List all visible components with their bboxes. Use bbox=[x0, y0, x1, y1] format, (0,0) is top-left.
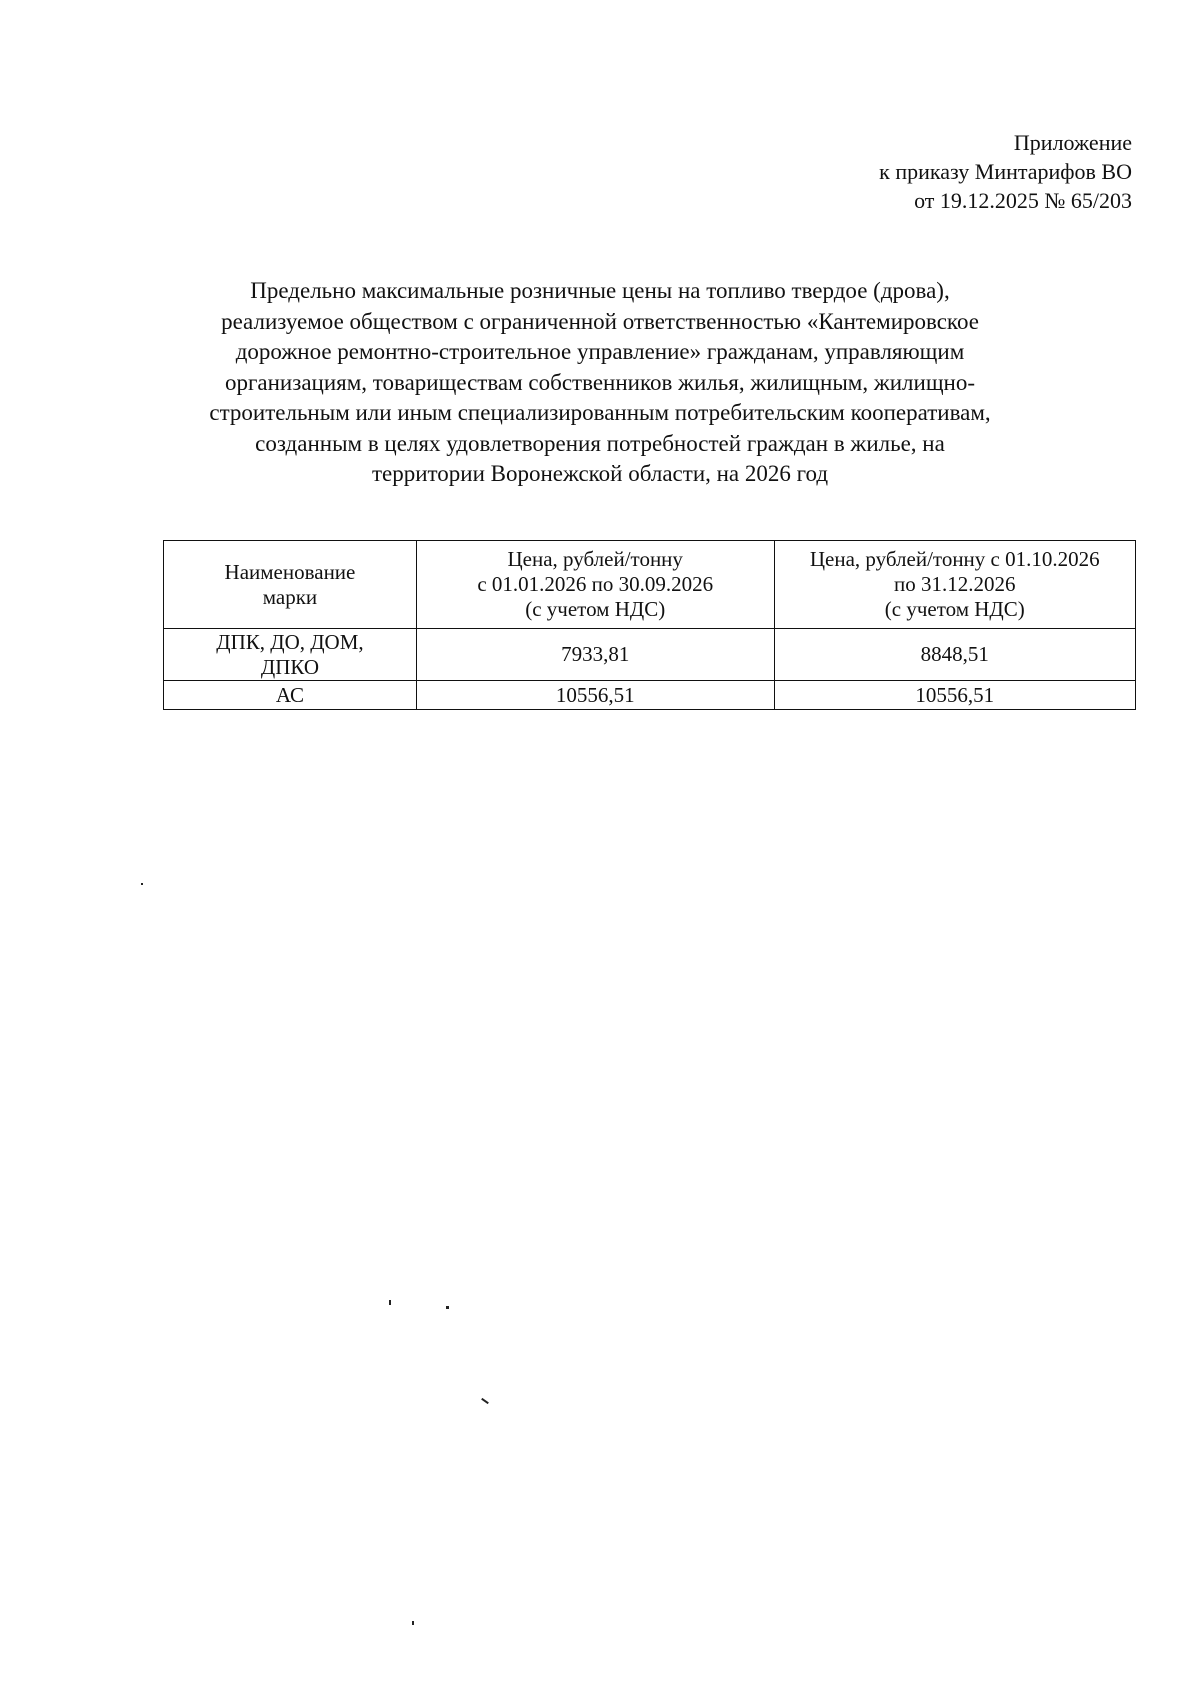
title-line: организациям, товариществам собственников жилья, жилищным, жилищно- bbox=[224, 369, 975, 395]
table-header-row bbox=[164, 541, 1136, 629]
cell-text-line: АС bbox=[275, 682, 305, 707]
title-line: реализуемое обществом с ограниченной ответственностью «Кантемировское bbox=[221, 308, 979, 334]
header-text-line: Наименование bbox=[224, 559, 356, 584]
header-text-line: (с учетом НДС) bbox=[884, 597, 1025, 621]
cell-brand-name bbox=[164, 681, 417, 710]
annex-order-date-number: от 19.12.2025 № 65/203 bbox=[914, 188, 1132, 213]
annex-label: Приложение bbox=[1013, 130, 1132, 155]
cell-text-line: ДПКО bbox=[260, 654, 320, 679]
title-line: дорожное ремонтно-строительное управление» гражданам, управляющим bbox=[235, 339, 965, 364]
header-price-period-2 bbox=[774, 541, 1135, 629]
cell-price-period-1: 10556,51 bbox=[416, 681, 774, 710]
price-table bbox=[163, 540, 1136, 710]
header-text-line: марки bbox=[262, 584, 318, 609]
scan-speck bbox=[412, 1621, 414, 1625]
header-text-line: Цена, рублей/тонну с 01.10.2026 bbox=[809, 547, 1100, 571]
title-line: созданным в целях удовлетворения потребностей граждан в жилье, на bbox=[255, 430, 945, 456]
header-text-line: (с учетом НДС) bbox=[525, 597, 666, 621]
scan-speck bbox=[446, 1306, 449, 1309]
scan-speck bbox=[389, 1300, 391, 1305]
title-line: строительным или иным специализированным потребительским кооперативам, bbox=[209, 400, 991, 425]
scan-speck bbox=[141, 883, 143, 885]
document-title bbox=[150, 276, 1050, 490]
header-brand-name bbox=[164, 541, 417, 629]
header-text-line: по 31.12.2026 bbox=[894, 572, 1016, 596]
cell-price-period-2: 8848,51 bbox=[774, 629, 1135, 681]
scan-speck bbox=[481, 1398, 489, 1404]
header-price-period-1 bbox=[416, 541, 774, 629]
header-text-line: с 01.01.2026 по 30.09.2026 bbox=[477, 572, 714, 596]
cell-price-period-1: 7933,81 bbox=[416, 629, 774, 681]
table-row bbox=[164, 629, 1136, 681]
annex-block bbox=[879, 128, 1132, 215]
title-line: территории Воронежской области, на 2026 год bbox=[371, 461, 829, 486]
cell-brand-name bbox=[164, 629, 417, 681]
title-line: Предельно максимальные розничные цены на топливо твердое (дрова), bbox=[250, 278, 950, 303]
header-text-line: Цена, рублей/тонну bbox=[507, 547, 683, 571]
annex-order-reference: к приказу Минтарифов ВО bbox=[879, 159, 1132, 184]
cell-text-line: ДПК, ДО, ДОМ, bbox=[216, 629, 364, 654]
cell-price-period-2: 10556,51 bbox=[774, 681, 1135, 710]
table-row bbox=[164, 681, 1136, 710]
